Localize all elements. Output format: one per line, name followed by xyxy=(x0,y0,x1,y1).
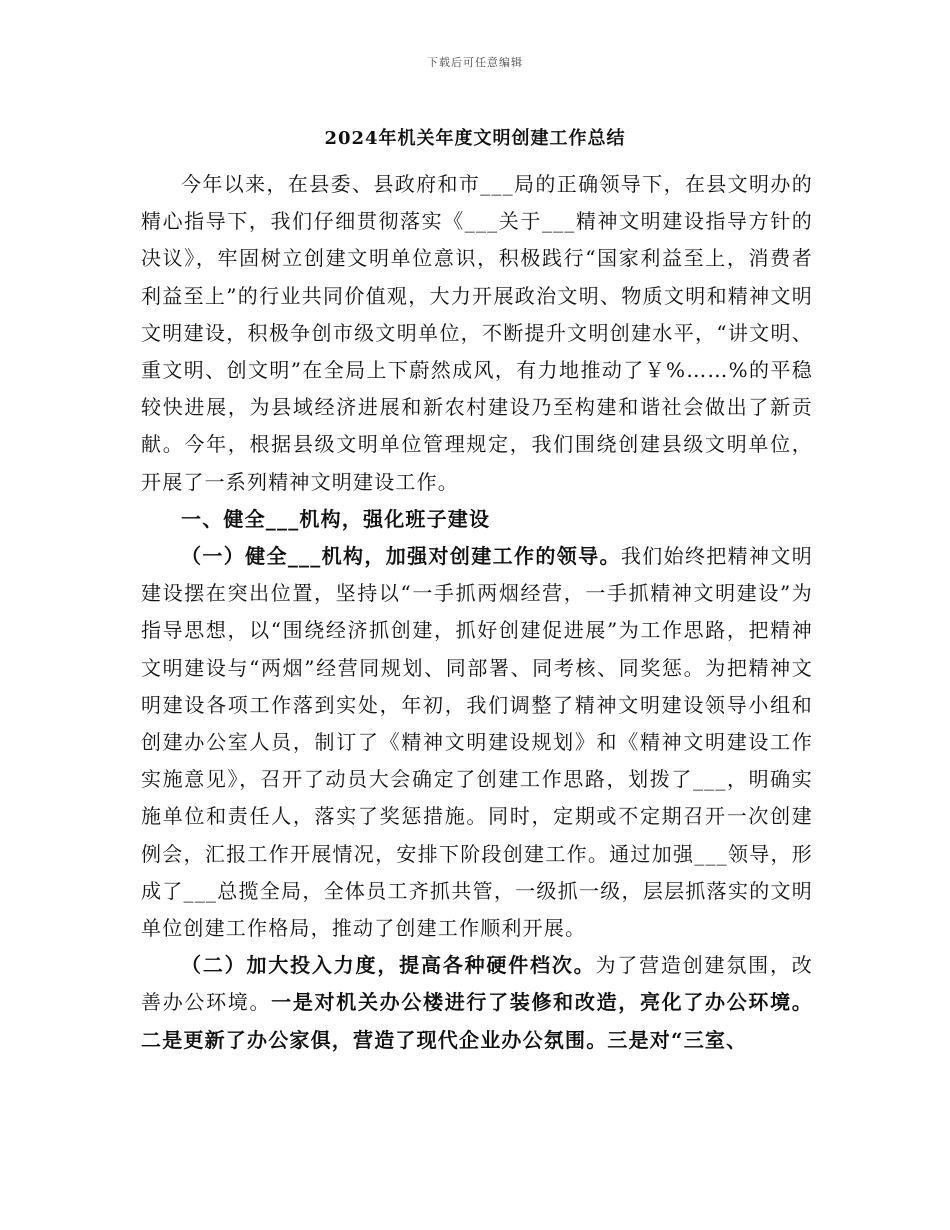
paragraph-subsection-2 xyxy=(141,947,813,1059)
subsection-heading-2: （二）加大投入力度，提高各种硬件档次。 xyxy=(181,953,596,978)
subsection-heading-1: （一）健全___机构，加强对创建工作的领导。 xyxy=(181,544,621,569)
document-title: 2024年机关年度文明创建工作总结 xyxy=(324,128,626,149)
section-heading-1: 一、健全___机构，强化班子建设 xyxy=(181,506,491,531)
subsection-text-2: 为了营造创建氛围，改善办公环境。 xyxy=(141,953,813,1015)
document-body xyxy=(141,166,813,1059)
subsection-bold-text-2: 一是对机关办公楼进行了装修和改造，亮化了办公环境。二是更新了办公家俱，营造了现代企业办公氛围。三是对“三室、 xyxy=(141,990,814,1052)
paragraph-intro: 今年以来，在县委、县政府和市___局的正确领导下，在县文明办的精心指导下，我们仔细贯彻落实《___关于___精神文明建设指导方针的决议》，牢固树立创建文明单位意识，积极践行“国家利益至上，消费者利益至上”的行业共同价值观，大力开展政治文明、物质文明和精神文明文明建设，积极争创市级文明单位，不断提升文明创建水平，“讲文明、重文明、创文明”在全局上下蔚然成风，有力地推动了￥%……%的平稳较快进展，为县域经济进展和新农村建设乃至构建和谐社会做出了新贡献。今年，根据县级文明单位管理规定，我们围绕创建县级文明单位，开展了一系列精神文明建设工作。 xyxy=(141,172,813,494)
paragraph-subsection-1 xyxy=(141,538,813,947)
subsection-text-1: 我们始终把精神文明建设摆在突出位置，坚持以“一手抓两烟经营，一手抓精神文明建设”为指导思想，以“围绕经济抓创建，抓好创建促进展”为工作思路，把精神文明建设与“两烟”经营同规划、同部署、同考核、同奖惩。为把精神文明建设各项工作落到实处，年初，我们调整了精神文明建设领导小组和创建办公室人员，制订了《精神文明建设规划》和《精神文明建设工作实施意见》，召开了动员大会确定了创建工作思路，划拨了___，明确实施单位和责任人，落实了奖惩措施。同时，定期或不定期召开一次创建例会，汇报工作开展情况，安排下阶段创建工作。通过加强___领导，形成了___总揽全局，全体员工齐抓共管，一级抓一级，层层抓落实的文明单位创建工作格局，推动了创建工作顺利开展。 xyxy=(141,544,813,941)
page-header-note: 下载后可任意编辑 xyxy=(427,56,523,69)
